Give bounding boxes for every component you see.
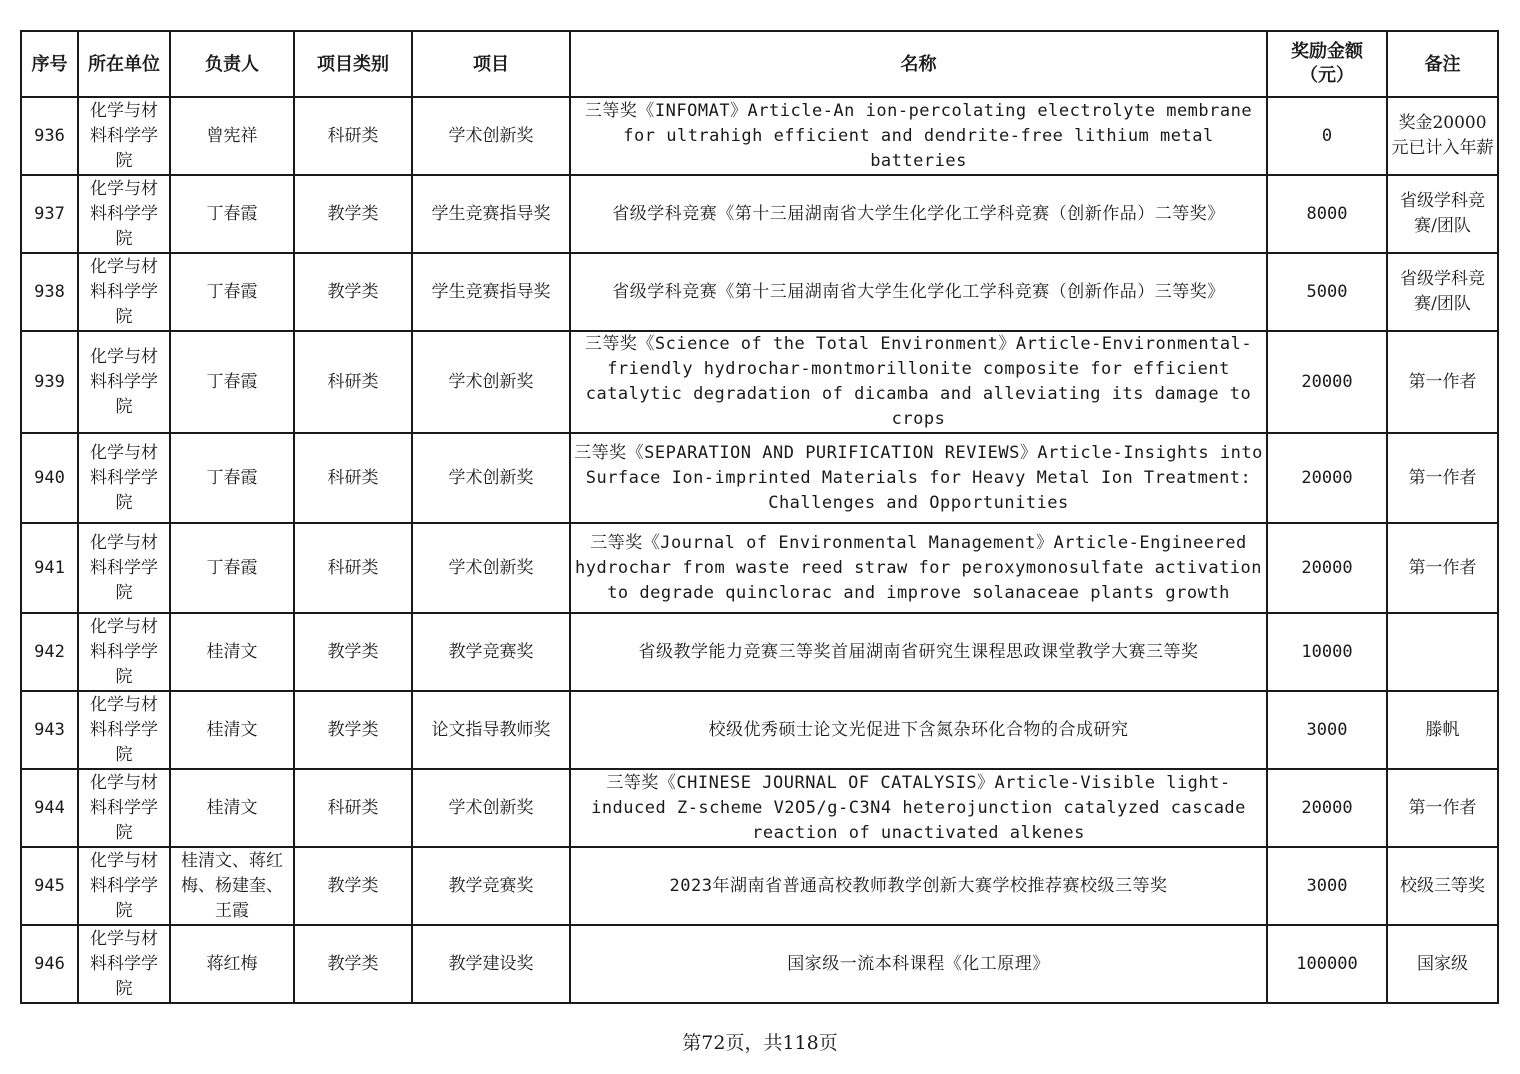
cell-item: 教学建设奖 (412, 925, 570, 1003)
cell-title: 省级学科竞赛《第十三届湖南省大学生化学化工学科竞赛（创新作品）三等奖》 (570, 253, 1267, 331)
cell-title: 校级优秀硕士论文光促进下含氮杂环化合物的合成研究 (570, 691, 1267, 769)
cell-unit: 化学与材料科学学院 (78, 691, 170, 769)
cell-seq: 936 (21, 97, 78, 175)
cell-seq: 944 (21, 769, 78, 847)
cell-amount: 3000 (1267, 847, 1387, 925)
cell-amount: 10000 (1267, 613, 1387, 691)
cell-note: 省级学科竞赛/团队 (1387, 175, 1498, 253)
cell-category: 科研类 (294, 331, 412, 433)
cell-amount: 5000 (1267, 253, 1387, 331)
cell-title: 三等奖《CHINESE JOURNAL OF CATALYSIS》Article-Visible light-induced Z-scheme V2O5/g-C3N4 heterojunction catalyzed cascade reaction of unactivated alkenes (570, 769, 1267, 847)
cell-category: 教学类 (294, 175, 412, 253)
cell-category: 科研类 (294, 97, 412, 175)
cell-category: 教学类 (294, 613, 412, 691)
cell-person: 丁春霞 (170, 253, 294, 331)
awards-table (20, 30, 1499, 1004)
cell-amount: 8000 (1267, 175, 1387, 253)
cell-seq: 943 (21, 691, 78, 769)
table-row (21, 847, 1498, 925)
header-unit: 所在单位 (78, 31, 170, 97)
cell-title: 省级学科竞赛《第十三届湖南省大学生化学化工学科竞赛（创新作品）二等奖》 (570, 175, 1267, 253)
page-footer: 第72页，共118页 (682, 1032, 838, 1054)
cell-note (1387, 613, 1498, 691)
cell-item: 学生竞赛指导奖 (412, 253, 570, 331)
cell-person: 桂清文 (170, 769, 294, 847)
table-row (21, 613, 1498, 691)
cell-category: 科研类 (294, 769, 412, 847)
cell-category: 科研类 (294, 433, 412, 523)
cell-person: 蒋红梅 (170, 925, 294, 1003)
header-person: 负责人 (170, 31, 294, 97)
cell-item: 学术创新奖 (412, 769, 570, 847)
cell-title: 2023年湖南省普通高校教师教学创新大赛学校推荐赛校级三等奖 (570, 847, 1267, 925)
cell-note: 第一作者 (1387, 769, 1498, 847)
cell-item: 学生竞赛指导奖 (412, 175, 570, 253)
header-category: 项目类别 (294, 31, 412, 97)
cell-unit: 化学与材料科学学院 (78, 523, 170, 613)
cell-title: 省级教学能力竞赛三等奖首届湖南省研究生课程思政课堂教学大赛三等奖 (570, 613, 1267, 691)
cell-note: 滕帆 (1387, 691, 1498, 769)
cell-category: 教学类 (294, 253, 412, 331)
header-seq: 序号 (21, 31, 78, 97)
header-row (21, 31, 1498, 97)
cell-person: 丁春霞 (170, 331, 294, 433)
cell-amount: 20000 (1267, 523, 1387, 613)
cell-unit: 化学与材料科学学院 (78, 97, 170, 175)
cell-unit: 化学与材料科学学院 (78, 175, 170, 253)
table-row (21, 523, 1498, 613)
cell-unit: 化学与材料科学学院 (78, 769, 170, 847)
header-note: 备注 (1387, 31, 1498, 97)
cell-title: 三等奖《Journal of Environmental Management》Article-Engineered hydrochar from waste reed straw for peroxymonosulfate activation to degrade quinclorac and improve solanaceae plants growth (570, 523, 1267, 613)
cell-note: 第一作者 (1387, 331, 1498, 433)
cell-item: 学术创新奖 (412, 433, 570, 523)
cell-seq: 939 (21, 331, 78, 433)
cell-person: 丁春霞 (170, 175, 294, 253)
cell-unit: 化学与材料科学学院 (78, 433, 170, 523)
table-row (21, 433, 1498, 523)
cell-item: 学术创新奖 (412, 97, 570, 175)
cell-note: 省级学科竞赛/团队 (1387, 253, 1498, 331)
cell-title: 三等奖《SEPARATION AND PURIFICATION REVIEWS》Article-Insights into Surface Ion-imprinted Materials for Heavy Metal Ion Treatment: Challenges and Opportunities (570, 433, 1267, 523)
cell-unit: 化学与材料科学学院 (78, 925, 170, 1003)
cell-item: 教学竞赛奖 (412, 847, 570, 925)
cell-person: 桂清文 (170, 613, 294, 691)
cell-unit: 化学与材料科学学院 (78, 847, 170, 925)
cell-amount: 0 (1267, 97, 1387, 175)
cell-seq: 942 (21, 613, 78, 691)
cell-person: 丁春霞 (170, 433, 294, 523)
table-row (21, 769, 1498, 847)
cell-note: 国家级 (1387, 925, 1498, 1003)
cell-title: 三等奖《Science of the Total Environment》Article-Environmental-friendly hydrochar-montmorillonite composite for efficient catalytic degradation of dicamba and alleviating its damage to crops (570, 331, 1267, 433)
cell-amount: 20000 (1267, 433, 1387, 523)
cell-unit: 化学与材料科学学院 (78, 613, 170, 691)
header-amount: 奖励金额（元） (1267, 31, 1387, 97)
cell-category: 教学类 (294, 925, 412, 1003)
cell-seq: 945 (21, 847, 78, 925)
cell-note: 第一作者 (1387, 433, 1498, 523)
cell-seq: 938 (21, 253, 78, 331)
cell-seq: 940 (21, 433, 78, 523)
cell-amount: 100000 (1267, 925, 1387, 1003)
cell-note: 第一作者 (1387, 523, 1498, 613)
table-row (21, 925, 1498, 1003)
header-item: 项目 (412, 31, 570, 97)
cell-person: 桂清文、蒋红梅、杨建奎、王霞 (170, 847, 294, 925)
cell-category: 教学类 (294, 847, 412, 925)
cell-item: 教学竞赛奖 (412, 613, 570, 691)
table-row (21, 175, 1498, 253)
cell-category: 科研类 (294, 523, 412, 613)
cell-item: 学术创新奖 (412, 331, 570, 433)
table-row (21, 97, 1498, 175)
cell-title: 国家级一流本科课程《化工原理》 (570, 925, 1267, 1003)
cell-note: 校级三等奖 (1387, 847, 1498, 925)
cell-amount: 20000 (1267, 769, 1387, 847)
header-title: 名称 (570, 31, 1267, 97)
cell-amount: 20000 (1267, 331, 1387, 433)
cell-person: 丁春霞 (170, 523, 294, 613)
cell-category: 教学类 (294, 691, 412, 769)
cell-amount: 3000 (1267, 691, 1387, 769)
cell-note: 奖金20000元已计入年薪 (1387, 97, 1498, 175)
table-row (21, 691, 1498, 769)
cell-unit: 化学与材料科学学院 (78, 331, 170, 433)
cell-person: 桂清文 (170, 691, 294, 769)
cell-item: 学术创新奖 (412, 523, 570, 613)
cell-item: 论文指导教师奖 (412, 691, 570, 769)
cell-title: 三等奖《INFOMAT》Article-An ion-percolating electrolyte membrane for ultrahigh efficient and dendrite-free lithium metal batteries (570, 97, 1267, 175)
table-row (21, 253, 1498, 331)
cell-seq: 941 (21, 523, 78, 613)
cell-seq: 946 (21, 925, 78, 1003)
cell-person: 曾宪祥 (170, 97, 294, 175)
cell-seq: 937 (21, 175, 78, 253)
cell-unit: 化学与材料科学学院 (78, 253, 170, 331)
table-row (21, 331, 1498, 433)
